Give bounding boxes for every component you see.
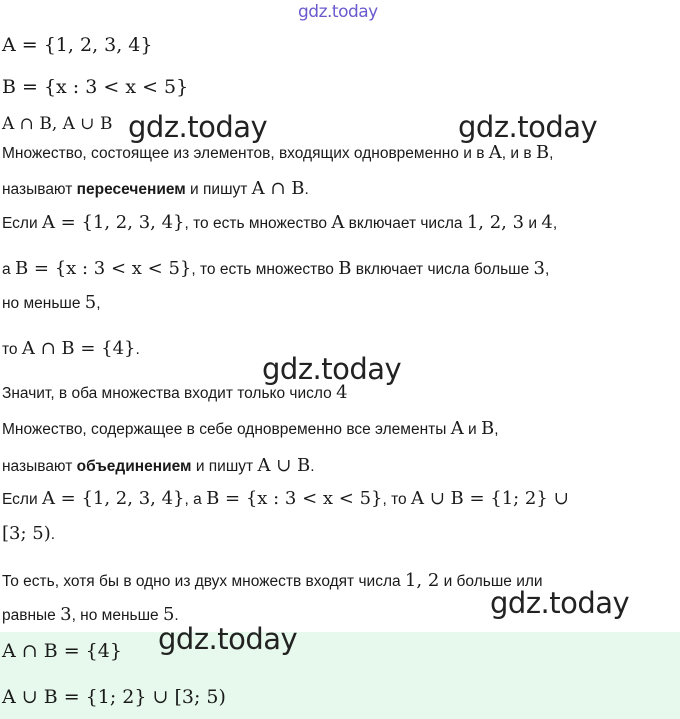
math-numbers: 1, 2 — [404, 570, 440, 591]
answer-intersection: A ∩ B = {4} — [2, 640, 122, 662]
text: и больше или — [439, 573, 543, 590]
paragraph-13 — [2, 604, 179, 625]
text: То есть, хотя бы в одно из двух множеств входят числа — [2, 573, 405, 590]
text: , — [545, 261, 550, 278]
text: . — [50, 526, 56, 543]
text: , то есть множество — [191, 261, 339, 278]
paragraph-6 — [2, 338, 140, 359]
text: , но меньше — [71, 607, 163, 624]
text: называют — [2, 458, 77, 475]
math-set-b: B = {x : 3 < x < 5} — [206, 488, 383, 509]
watermark: gdz.today — [158, 622, 298, 656]
paragraph-3 — [2, 212, 557, 233]
set-a-definition: A = {1, 2, 3, 4} — [2, 34, 153, 56]
watermark: gdz.today — [128, 110, 268, 144]
math-set-b: B = {x : 3 < x < 5} — [14, 258, 192, 279]
paragraph-4 — [2, 258, 549, 279]
paragraph-12 — [2, 570, 543, 591]
math-set-a: A = {1, 2, 3, 4} — [41, 488, 185, 509]
term-union: объединением — [76, 458, 192, 475]
math-three: 3 — [533, 258, 545, 279]
text: и — [524, 215, 542, 232]
paragraph-5 — [2, 292, 101, 313]
math-a: A — [488, 142, 502, 163]
math-a: A — [331, 212, 345, 233]
text: и — [463, 421, 481, 438]
math-b: B — [535, 142, 550, 163]
math-union: A ∪ B — [257, 455, 311, 476]
math-interval: [3; 5) — [2, 523, 51, 544]
set-b-definition: B = {x : 3 < x < 5} — [2, 76, 189, 98]
term-intersection: пересечением — [76, 181, 186, 198]
text: , — [552, 215, 558, 232]
text: , — [549, 145, 554, 162]
math-a: A — [450, 418, 464, 439]
text: , и в — [501, 145, 536, 162]
watermark-top: gdz.today — [298, 2, 378, 22]
text: , — [494, 421, 499, 438]
watermark: gdz.today — [490, 586, 630, 620]
paragraph-8 — [2, 418, 499, 439]
text: . — [174, 607, 179, 624]
watermark: gdz.today — [262, 352, 402, 386]
math-five: 5 — [84, 292, 97, 313]
paragraph-2 — [2, 178, 309, 199]
text: а — [2, 261, 15, 278]
text: . — [304, 181, 309, 198]
watermark: gdz.today — [458, 110, 598, 144]
math-union-result: A ∪ B = {1; 2} ∪ — [410, 488, 569, 509]
text: Множество, состоящее из элементов, входящих одновременно и в — [2, 145, 489, 162]
math-set-a: A = {1, 2, 3, 4} — [41, 212, 185, 233]
answer-union: A ∪ B = {1; 2} ∪ [3; 5) — [2, 686, 226, 708]
text: включает числа больше — [351, 261, 534, 278]
paragraph-11 — [2, 523, 55, 544]
math-three: 3 — [60, 604, 72, 625]
text: Значит, в оба множества входит только число — [2, 385, 337, 402]
text: , то есть множество — [184, 215, 332, 232]
text: . — [310, 458, 315, 475]
task-expression: A ∩ B, A ∪ B — [2, 114, 113, 134]
text: и пишут — [191, 458, 258, 475]
text: Если — [2, 215, 42, 232]
text: и пишут — [185, 181, 252, 198]
text: Если — [2, 491, 42, 508]
paragraph-9 — [2, 455, 315, 476]
math-five: 5 — [162, 604, 175, 625]
text: Множество, содержащее в себе одновременно все элементы — [2, 421, 451, 438]
math-b: B — [480, 418, 495, 439]
paragraph-1 — [2, 142, 553, 163]
answer-box — [0, 632, 680, 719]
text: то — [2, 341, 22, 358]
text: , а — [184, 491, 207, 508]
text: , то — [382, 491, 411, 508]
paragraph-10 — [2, 488, 569, 509]
math-four: 4 — [336, 382, 348, 403]
math-b: B — [338, 258, 352, 279]
text: называют — [2, 181, 77, 198]
text: . — [135, 341, 140, 358]
math-intersection: A ∩ B — [251, 178, 305, 199]
math-numbers: 1, 2, 3 — [466, 212, 525, 233]
text: равные — [2, 607, 61, 624]
text: включает числа — [344, 215, 467, 232]
text: но меньше — [2, 295, 85, 312]
math-intersection-result: A ∩ B = {4} — [21, 338, 136, 359]
math-four: 4 — [541, 212, 553, 233]
text: , — [96, 295, 101, 312]
